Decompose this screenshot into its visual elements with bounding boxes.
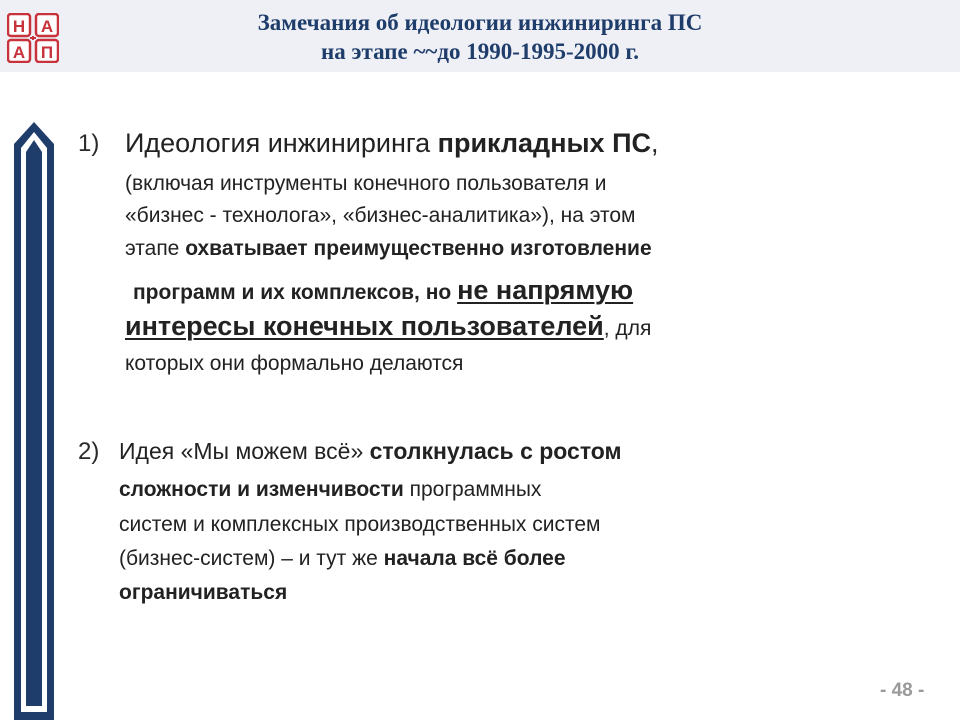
naap-logo bbox=[7, 13, 59, 63]
text-run: Идеология инжиниринга bbox=[125, 128, 438, 158]
logo-letter: А bbox=[40, 17, 54, 36]
list-number-2: 2) bbox=[78, 438, 100, 465]
page-number: - 48 - bbox=[880, 680, 925, 701]
text-run-bold: охватывает преимущественно изготовление bbox=[185, 237, 652, 260]
item1-line5 bbox=[133, 275, 633, 306]
text-run: , bbox=[650, 128, 659, 158]
text-run: программных bbox=[403, 478, 542, 501]
text-run-bold-underlined: не напрямую bbox=[457, 275, 634, 305]
text-run-bold: столкнулась с ростом bbox=[369, 438, 622, 464]
item2-line4 bbox=[119, 547, 566, 571]
text-run-bold: программ и их комплексов, но bbox=[133, 281, 458, 304]
decorative-ribbon bbox=[14, 122, 54, 720]
text-run-bold: прикладных ПС bbox=[437, 128, 651, 158]
text-run-bold: начала всё более bbox=[383, 547, 566, 570]
logo-letter: Н bbox=[12, 17, 26, 36]
text-run-bold-underlined: интересы конечных пользователей bbox=[125, 311, 604, 341]
list-number-1: 1) bbox=[78, 130, 100, 157]
item2-line2 bbox=[119, 478, 541, 502]
item1-line2: (включая инструменты конечного пользователя и bbox=[125, 172, 607, 195]
text-run: этапе bbox=[125, 237, 186, 260]
logo-letter: А bbox=[12, 43, 26, 62]
item2-line3: систем и комплексных производственных систем bbox=[119, 513, 601, 536]
item1-line4 bbox=[125, 237, 652, 261]
item1-line3: «бизнес - технолога», «бизнес-аналитика»), на этом bbox=[125, 204, 636, 227]
text-run: Идея «Мы можем всё» bbox=[119, 438, 370, 464]
slide-title bbox=[80, 8, 880, 66]
title-line-2: на этапе ~~до 1990-1995-2000 г. bbox=[321, 39, 639, 64]
item2-line5: ограничиваться bbox=[119, 581, 288, 604]
text-run: (бизнес-систем) – и тут же bbox=[119, 547, 384, 570]
item1-line7: которых они формально делаются bbox=[125, 352, 464, 375]
text-run-bold: сложности и изменчивости bbox=[119, 478, 404, 501]
text-run: , для bbox=[603, 317, 652, 340]
title-line-1: Замечания об идеологии инжиниринга ПС bbox=[257, 10, 703, 35]
item2-line1 bbox=[119, 438, 622, 465]
logo-letter: П bbox=[40, 43, 54, 62]
item1-line6 bbox=[125, 311, 651, 342]
item1-line1 bbox=[125, 128, 659, 159]
